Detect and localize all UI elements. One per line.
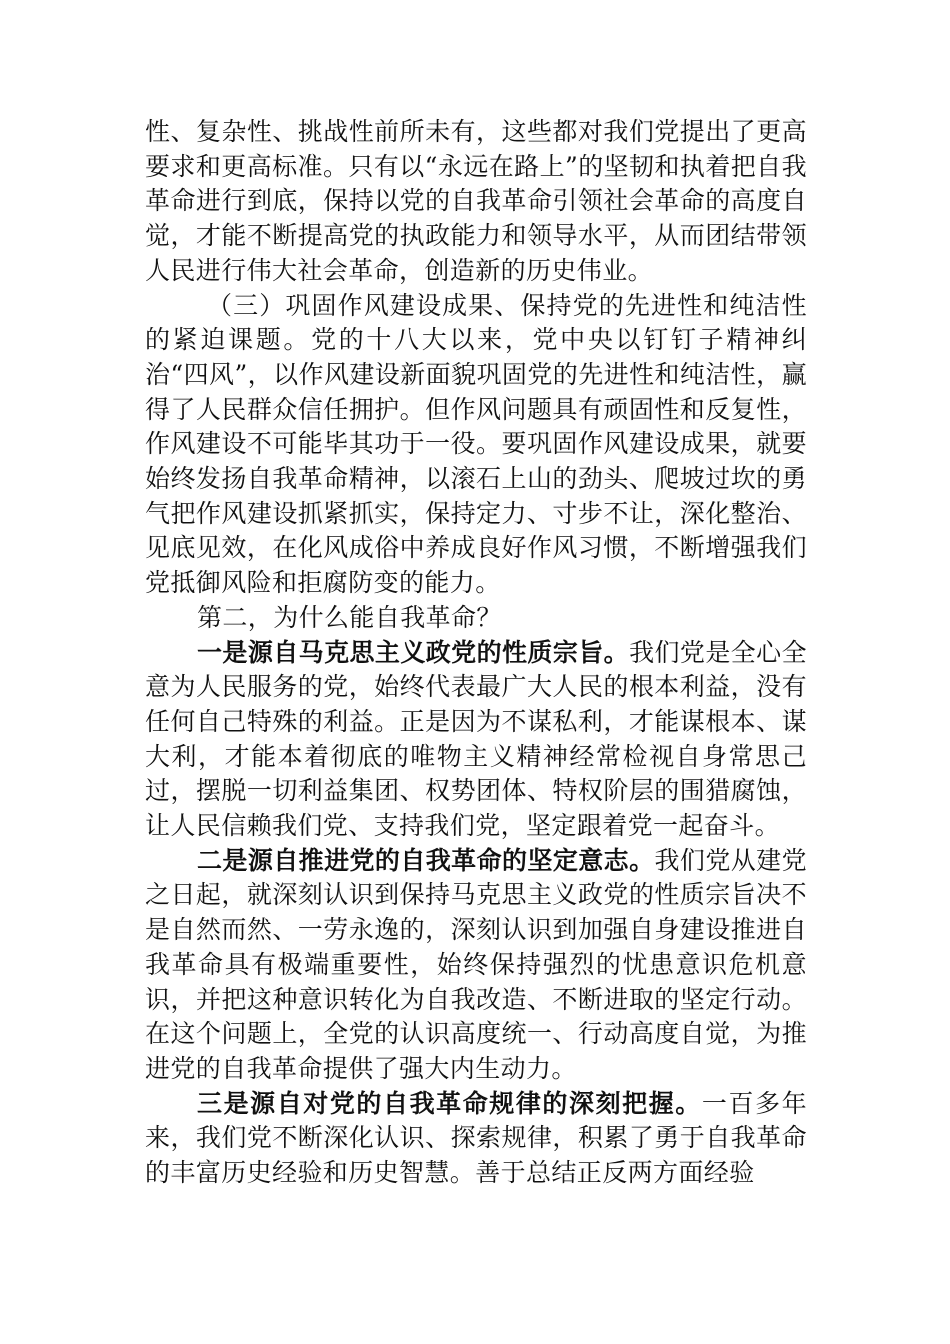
- paragraph-text: 我们党从建党之日起，就深刻认识到保持马克思主义政党的性质宗旨决不是自然而然、一劳永逸的，深刻认识到加强自身建设推进自我革命具有极端重要性，始终保持强烈的忧患意识危机意识，并把这种意识转化为自我改造、不断进取的坚定行动。在这个问题上，全党的认识高度统一、行动高度自觉，为推进党的自我革命提供了强大内生动力。: [145, 845, 808, 1083]
- paragraph-continuation: [145, 115, 807, 289]
- point-title: 二是源自推进党的自我革命的坚定意志。: [197, 845, 655, 875]
- paragraph-point-two: [145, 844, 807, 1087]
- point-title: 一是源自马克思主义政党的性质宗旨。: [197, 637, 630, 667]
- paragraph-text: 性、复杂性、挑战性前所未有，这些都对我们党提出了更高要求和更高标准。只有以“永远在路上”的坚韧和执着把自我革命进行到底，保持以党的自我革命引领社会革命的高度自觉，才能不断提高党的执政能力和领导水平，从而团结带领人民进行伟大社会革命，创造新的历史伟业。: [145, 117, 807, 285]
- point-title: 三是源自对党的自我革命规律的深刻把握。: [197, 1088, 702, 1118]
- paragraph-text: 一百多年来，我们党不断深化认识、探索规律，积累了勇于自我革命的丰富历史经验和历史智慧。善于总结正反两方面经验: [145, 1088, 807, 1188]
- section-heading-text: 第二，为什么能自我革命？: [197, 602, 502, 632]
- paragraph-section-three: [145, 289, 807, 601]
- paragraph-point-one: [145, 636, 807, 844]
- paragraph-point-three: [145, 1087, 807, 1191]
- document-body: [145, 115, 807, 1191]
- paragraph-text: （三）巩固作风建设成果、保持党的先进性和纯洁性的紧迫课题。党的十八大以来，党中央以钉钉子精神纠治“四风”，以作风建设新面貌巩固党的先进性和纯洁性，赢得了人民群众信任拥护。但作风问题具有顽固性和反复性，作风建设不可能毕其功于一役。要巩固作风建设成果，就要始终发扬自我革命精神，以滚石上山的劲头、爬坡过坎的勇气把作风建设抓紧抓实，保持定力、寸步不让，深化整治、见底见效，在化风成俗中养成良好作风习惯，不断增强我们党抵御风险和拒腐防变的能力。: [145, 290, 807, 598]
- section-heading: [145, 601, 807, 636]
- paragraph-text: 我们党是全心全意为人民服务的党，始终代表最广大人民的根本利益，没有任何自己特殊的利益。正是因为不谋私利，才能谋根本、谋大利，才能本着彻底的唯物主义精神经常检视自身常思己过，摆脱一切利益集团、权势团体、特权阶层的围猎腐蚀，让人民信赖我们党、支持我们党，坚定跟着党一起奋斗。: [145, 637, 807, 841]
